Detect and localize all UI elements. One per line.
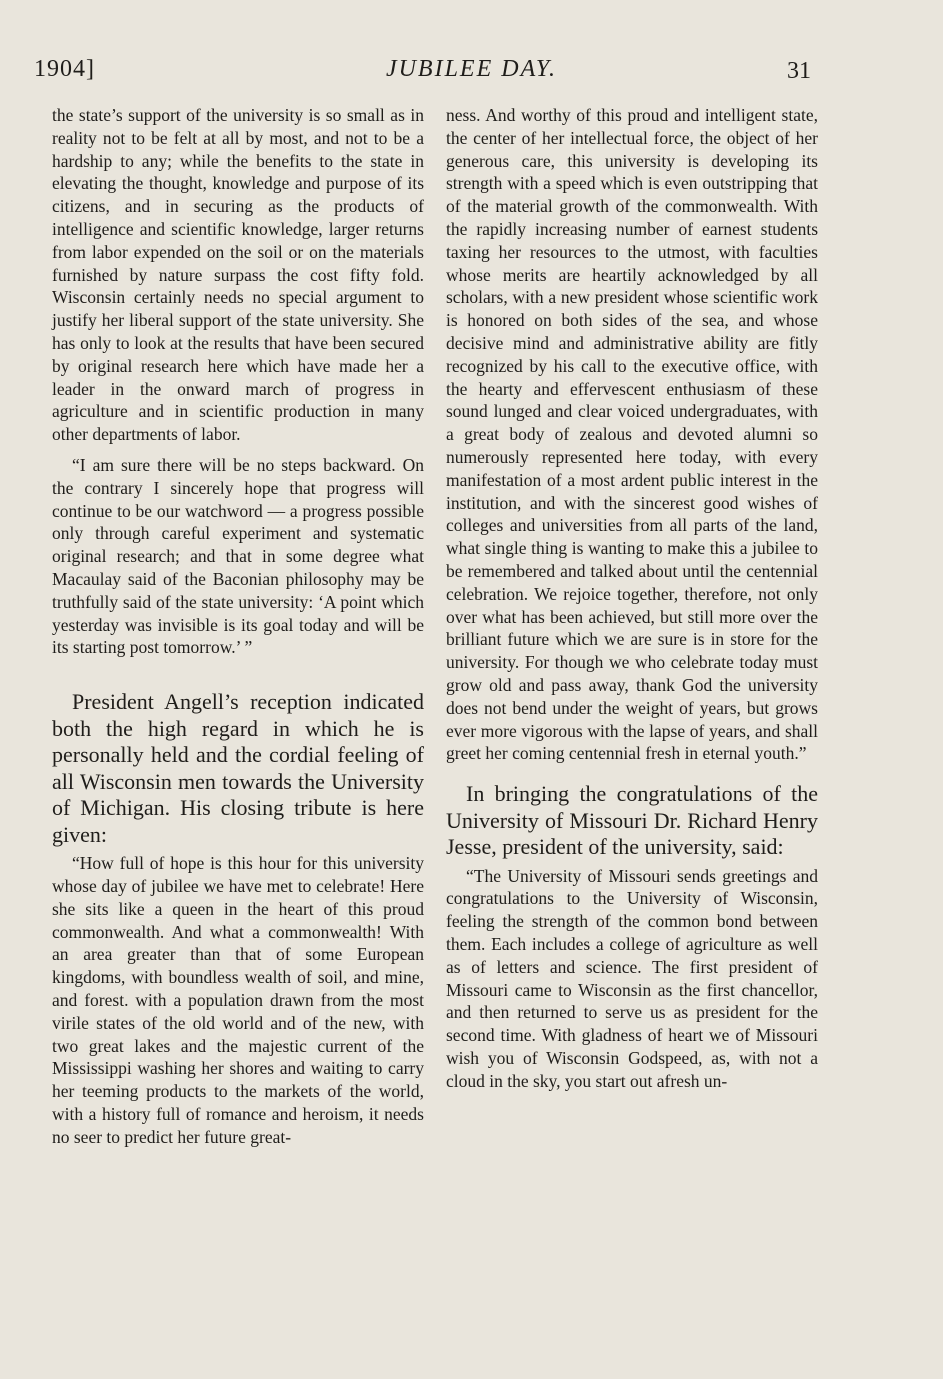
left-paragraph-3: “How full of hope is this hour for this university whose day of jubilee we have met to celebrate! Here she sits like a queen in the heart of this proud commonwealth. And what a commonwealth! With an area greater than that of some European kingdoms, with boundless wealth of soil, and mine, and forest. with a population drawn from the most virile states of the old world and of the new, with two great lakes and the majestic current of the Mississippi washing her shores and waiting to carry her teeming products to the markets of the world, with a history full of romance and heroism, it needs no seer to predict her future great- (52, 853, 424, 1147)
right-paragraph-1: ness. And worthy of this proud and intelligent state, the center of her intellectual force, the object of her generous care, this university is developing its strength with a speed which is even outstripping that of the material growth of the commonwealth. With the rapidly increasing number of earnest students taxing her resources to the utmost, with faculties whose merits are heartily acknowledged by all scholars, with a new president whose scientific work is honored on both sides of the sea, and whose decisive mind and administrative ability are fitly recognized by his call to the executive office, with the hearty and effervescent enthusiasm of these sound lunged and clear voiced undergraduates, with a great body of zealous and devoted alumni so numerously represented here today, with every manifestation of a most ardent public interest in the institution, and with the sincerest good wishes of colleges and universities from all parts of the land, what single thing is wanting to make this a jubilee to be remembered and talked about until the centennial celebration. We rejoice together, therefore, not only over what has been achieved, but still more over the brilliant future which we are sure is in store for the university. For though we who celebrate today must grow old and pass away, thank God the university does not bend under the weight of years, but grows ever more vigorous with the lapse of years, and shall greet her coming centennial fresh in eternal youth.” (446, 105, 818, 764)
right-paragraph-2: “The University of Missouri sends greetings and congratulations to the University of Wisconsin, feeling the strength of the common bond between them. Each includes a college of agriculture as well as of letters and science. The first president of Missouri came to Wisconsin as the first chancellor, and then returned to serve us as president for the second time. With gladness of heart we of Missouri wish you of Wisconsin Godspeed, as, with not a cloud in the sky, you start out afresh un- (446, 865, 818, 1091)
header-year: 1904] (34, 56, 95, 82)
angell-lead-paragraph: President Angell’s reception indicated both the high regard in which he is personally held and the cordial feeling of all Wisconsin men towards the University of Michigan. His closing tribute is here given: (52, 689, 424, 847)
left-paragraph-1: the state’s support of the university is so small as in reality not to be felt at all by most, and not to be a hardship to any; while the benefits to the state in elevating the thought, knowledge and purpose of its citizens, and in securing as the products of intelligence and scientific knowledge, larger returns from labor expended on the soil or on the materials furnished by nature surpass the cost fifty fold. Wisconsin certainly needs no special argument to justify her liberal support of the state university. She has only to look at the results that have been secured by original research here which have made her a leader in the onward march of progress in agriculture and in scientific production in many other departments of labor. (52, 105, 424, 445)
right-column (446, 104, 818, 1093)
left-column (52, 104, 424, 1148)
running-header (0, 56, 943, 88)
left-paragraph-2: “I am sure there will be no steps backward. On the contrary I sincerely hope that progress will continue to be our watchword — a progress possible only through careful experiment and systematic original research; and that in some degree what Macaulay said of the Baconian philosophy may be truthfully said of the state university: ‘A point which yesterday was invisible is its goal today and will be its starting post tomorrow.’ ” (52, 454, 424, 658)
jesse-lead-paragraph: In bringing the congratulations of the University of Missouri Dr. Richard Henry Jesse, president of the university, said: (446, 781, 818, 860)
page-number: 31 (787, 58, 811, 84)
header-title: JUBILEE DAY. (385, 56, 558, 82)
